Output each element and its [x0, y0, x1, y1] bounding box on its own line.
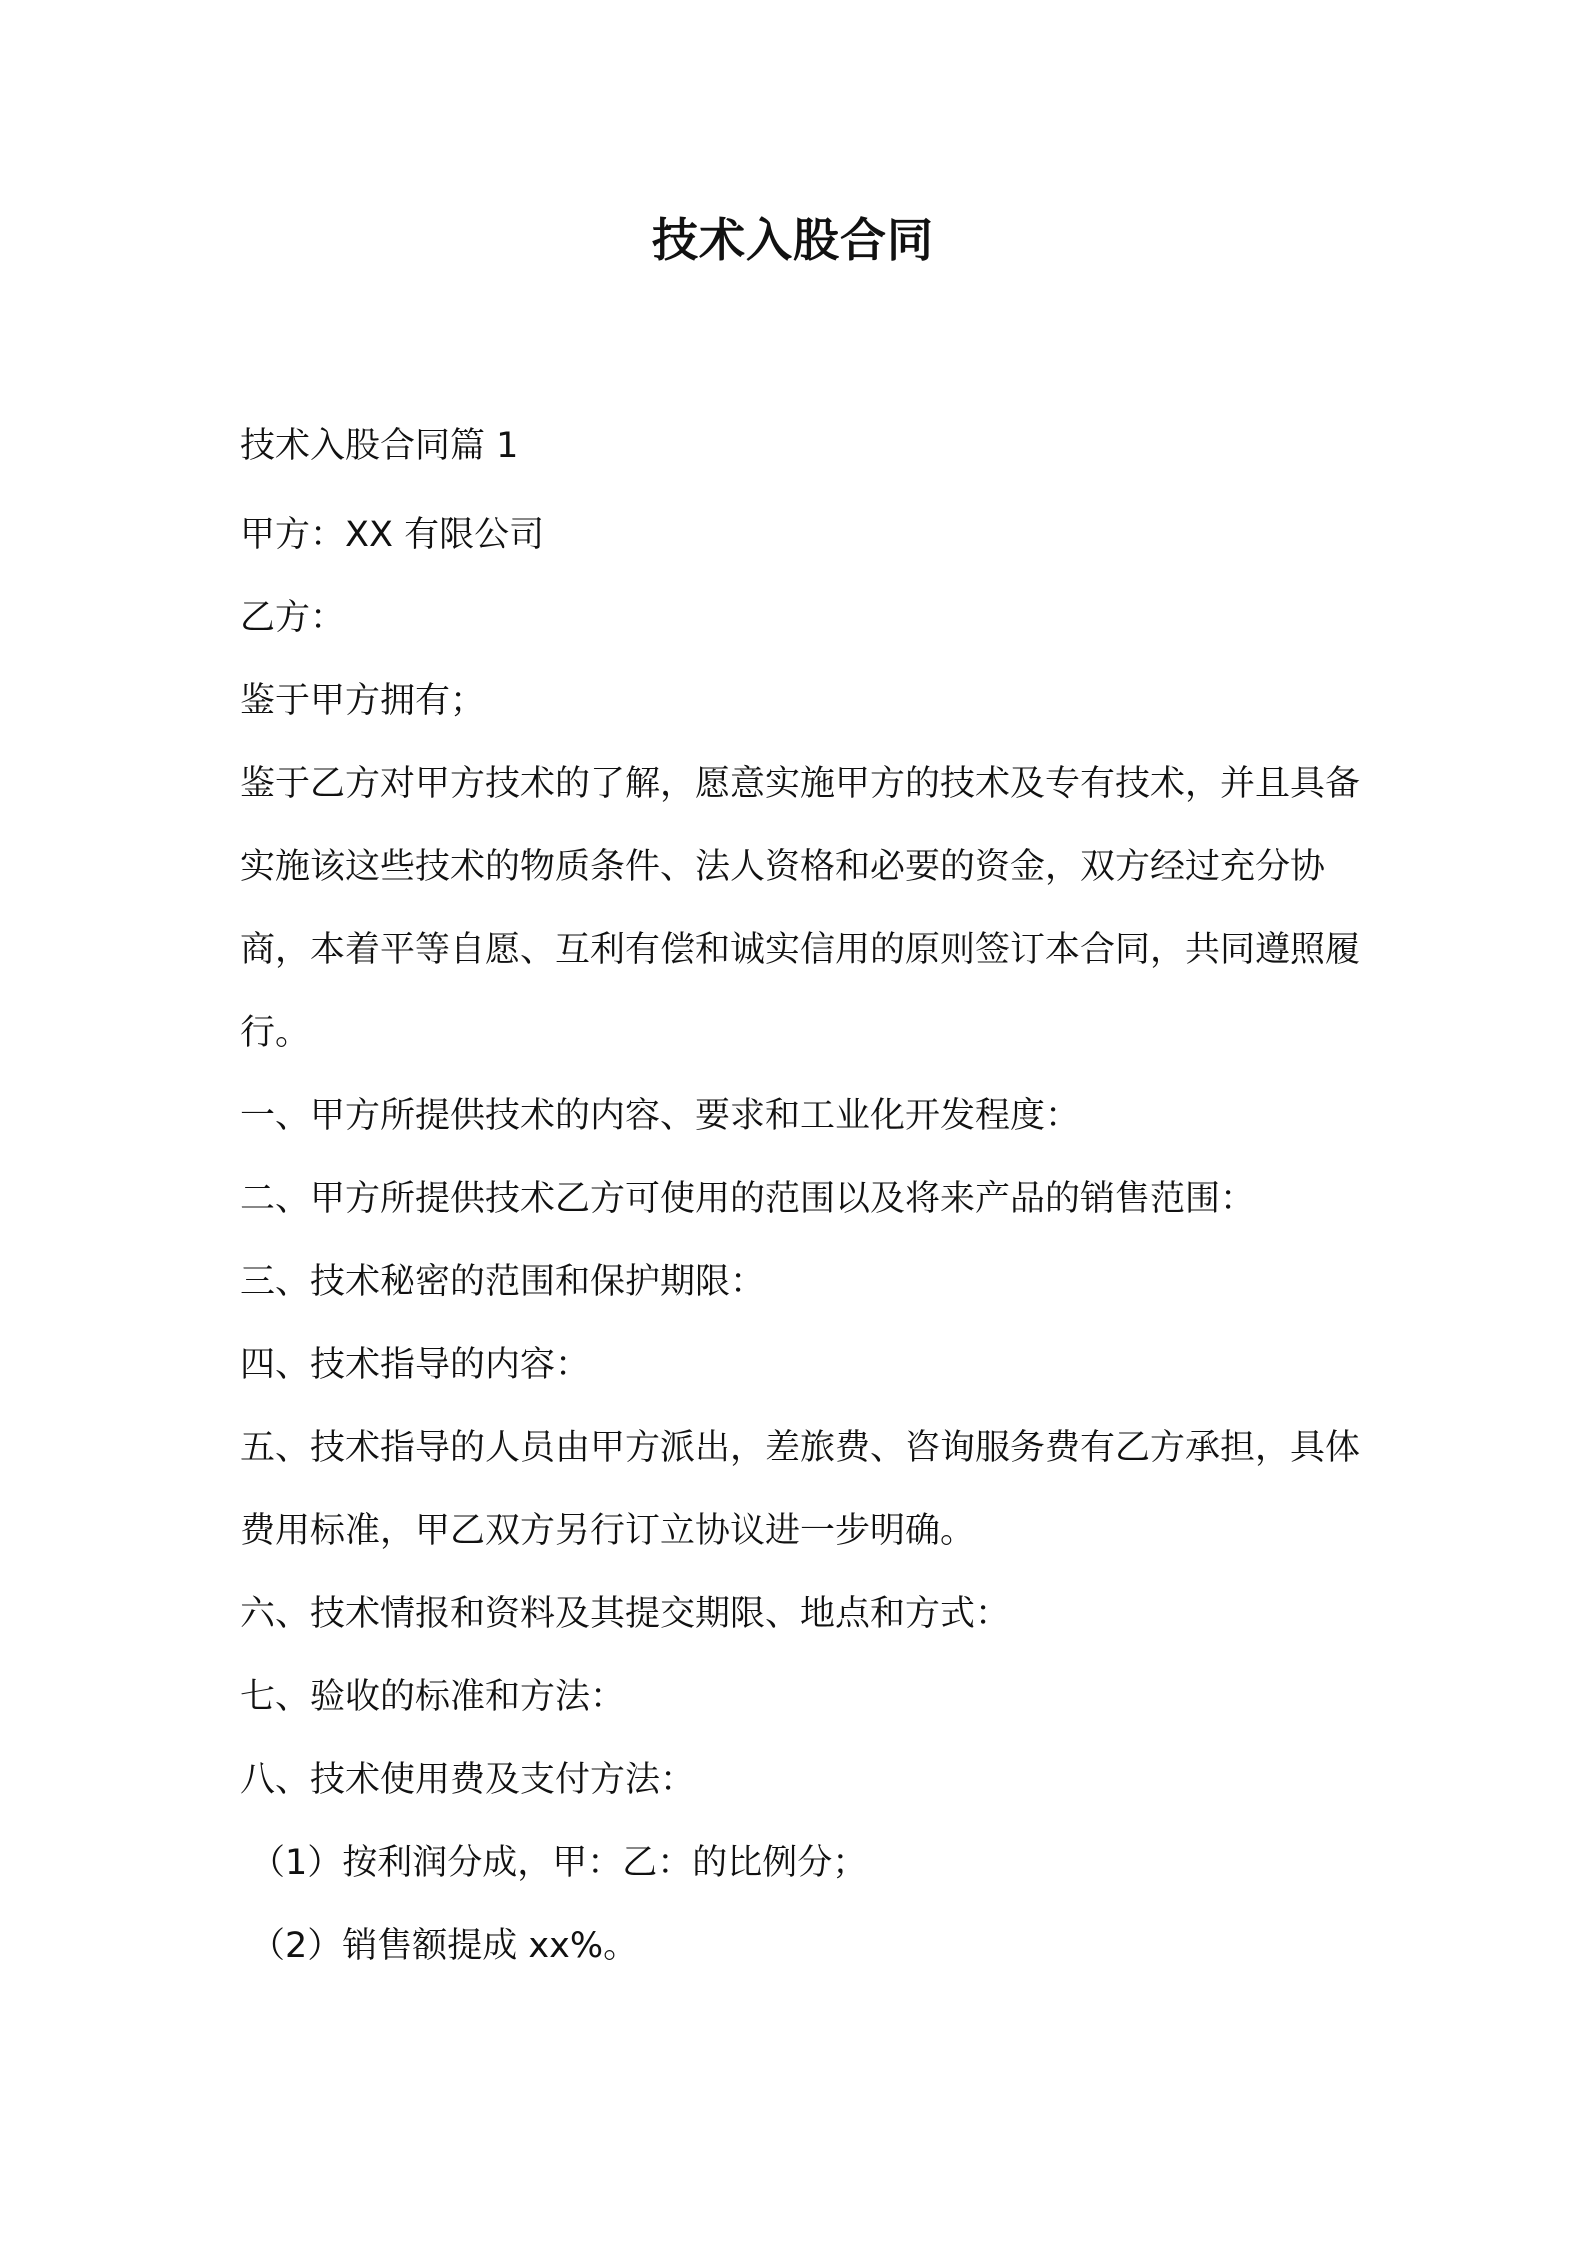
clause-8: 八、技术使用费及支付方法：: [240, 1760, 696, 1800]
clause-2: 二、甲方所提供技术乙方可使用的范围以及将来产品的销售范围：: [240, 1179, 1256, 1219]
clause-7: 七、验收的标准和方法：: [240, 1677, 626, 1717]
clause-6: 六、技术情报和资料及其提交期限、地点和方式：: [240, 1594, 1011, 1634]
section-heading: 技术入股合同篇 1: [240, 426, 519, 466]
party-b-line: 乙方：: [240, 598, 346, 638]
whereas-party-a: 鉴于甲方拥有；: [240, 681, 486, 721]
document-body: [240, 405, 1360, 1988]
document-title: 技术入股合同: [652, 213, 934, 267]
clause-8-item-1: （1）按利润分成，甲：乙：的比例分；: [250, 1843, 868, 1883]
clause-8-item-2: （2）销售额提成 xx%。: [250, 1926, 639, 1966]
party-a-line: 甲方：XX 有限公司: [240, 515, 545, 555]
clause-5: 五、技术指导的人员由甲方派出，差旅费、咨询服务费有乙方承担，具体费用标准，甲乙双方另行订立协议进一步明确。: [240, 1428, 1361, 1551]
clause-4: 四、技术指导的内容：: [240, 1345, 591, 1385]
whereas-party-b: 鉴于乙方对甲方技术的了解，愿意实施甲方的技术及专有技术，并且具备实施该这些技术的物质条件、法人资格和必要的资金，双方经过充分协商，本着平等自愿、互利有偿和诚实信用的原则签订本合同，共同遵照履行。: [240, 764, 1361, 1053]
clause-1: 一、甲方所提供技术的内容、要求和工业化开发程度：: [240, 1096, 1081, 1136]
clause-3: 三、技术秘密的范围和保护期限：: [240, 1262, 766, 1302]
